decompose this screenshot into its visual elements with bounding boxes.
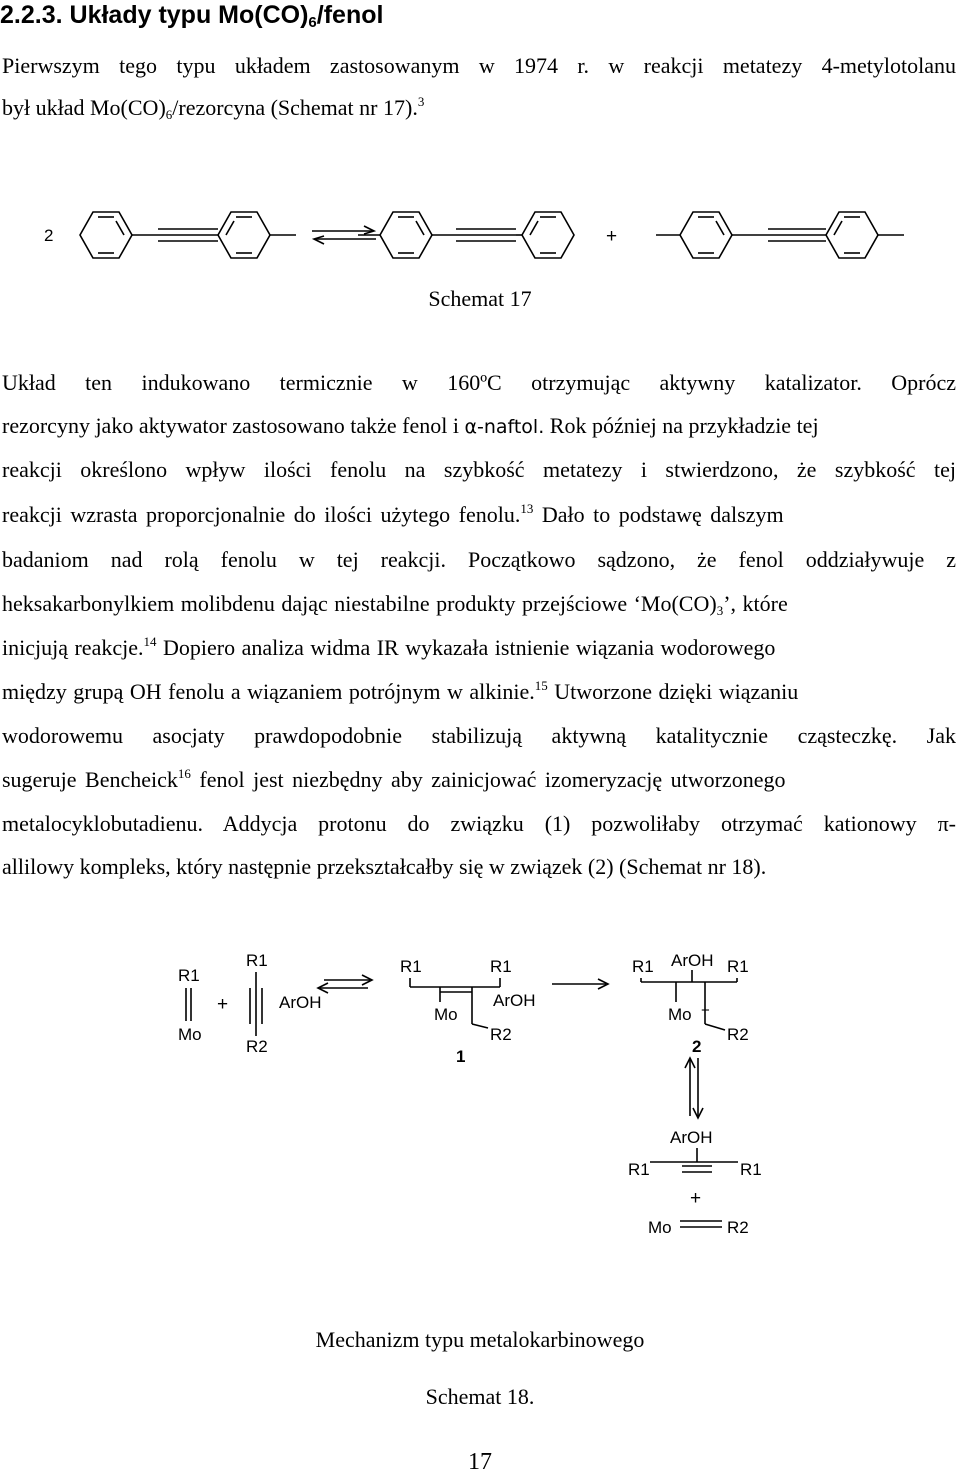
para-line-10 [2,765,956,795]
section-title-a: Układy typu Mo(CO) [69,1,309,29]
plus-sign: + [690,1188,702,1209]
scheme-18-diagram [0,940,960,1260]
para-6a: heksakarbonylkiem molibdenu dając niestabilne produkty przejściowe ‘Mo(CO) [2,591,717,616]
aroh-label: ArOH [493,991,536,1010]
para-line-3: reakcji określono wpływ ilości fenolu na szybkość metatezy i stwierdzono, że szybkość tej [2,457,956,482]
para-7a: inicjują reakcje. [2,635,144,660]
para-10b: fenol jest niezbędny aby zainicjować izomeryzację utworzonego [190,767,786,792]
para-line-8 [2,677,956,707]
para-7b: Dopiero analiza widma IR wykazała istnienie wiązania wodorowego [156,635,776,660]
r2-label: R2 [246,1037,268,1056]
para-6-sub: 3 [716,603,724,618]
footnote-ref-16: 16 [177,766,191,781]
compound-2-label: 2 [692,1037,702,1056]
scheme-18-caption: Schemat 18. [425,1384,535,1409]
minus-sign: − [701,1002,710,1019]
aroh-label: ArOH [279,993,322,1012]
intro-text-b: /rezorcyna (Schemat nr 17). [172,95,418,120]
section-title-b: /fenol [316,1,384,29]
para-8b: Utworzone dzięki wiązaniu [547,679,799,704]
r2-label: R2 [490,1025,512,1044]
para-8a: między grupą OH fenolu a wiązaniem potrójnym w alkinie. [2,679,535,704]
r1-label: R1 [632,957,654,976]
para-2b: α-naftol. [464,416,545,438]
section-title-sub: 6 [308,14,317,31]
para-10a: sugeruje Bencheick [2,767,178,792]
coefficient-label: 2 [44,226,54,245]
para-4a: reakcji wzrasta proporcjonalnie do ilości użytego fenolu. [2,502,521,527]
r1-label: R1 [628,1160,650,1179]
para-2c: Rok później na przykładzie tej [544,413,819,438]
r1-label: R1 [727,957,749,976]
benzene-ring [826,212,878,258]
para-line-12: allilowy kompleks, który następnie przekształcałby się w związek (2) (Schemat nr 18). [2,854,767,879]
scheme-17-diagram [0,195,960,275]
scheme-17-caption: Schemat 17 [428,286,532,311]
intro-line-1: Pierwszym tego typu układem zastosowanym w 1974 r. w reakcji metatezy 4-metylotolanu [2,53,956,78]
r2-label: R2 [727,1025,749,1044]
mo-label: Mo [178,1025,202,1044]
mo-label: Mo [668,1005,692,1024]
para-6b: ’, które [723,591,788,616]
intro-text-a: był układ Mo(CO) [2,95,166,120]
para-line-7 [2,633,956,663]
benzene-ring [80,212,132,258]
mo-label: Mo [648,1218,672,1237]
intro-line-2 [2,93,956,123]
benzene-ring [680,212,732,258]
page-number: 17 [468,1449,492,1475]
benzene-ring [380,212,432,258]
compound-1-label: 1 [456,1047,466,1066]
benzene-ring [218,212,270,258]
r1-label: R1 [246,951,268,970]
mechanism-caption: Mechanizm typu metalokarbinowego [315,1327,645,1352]
para-4b: Dało to podstawę dalszym [533,502,784,527]
r2-label: R2 [727,1218,749,1237]
section-number: 2.2.3. [0,1,63,29]
mo-label: Mo [434,1005,458,1024]
para-line-1: Układ ten indukowano termicznie w 160ºC otrzymując aktywny katalizator. Oprócz [2,370,956,395]
triple-bond [158,229,218,241]
para-line-4 [2,500,956,530]
para-line-2 [2,411,956,441]
r1-label: R1 [178,966,200,985]
triple-bond [768,229,826,241]
intro-sub: 6 [165,107,173,122]
aroh-label: ArOH [670,1128,713,1147]
footnote-ref-14: 14 [143,634,157,649]
r1-label: R1 [490,957,512,976]
para-line-9: wodorowemu asocjaty prawdopodobnie stabilizują aktywną katalitycznie cząsteczkę. Jak [2,723,956,748]
footnote-ref-13: 13 [520,501,534,516]
footnote-ref-15: 15 [534,678,548,693]
footnote-ref-3: 3 [417,94,425,109]
para-line-5: badaniom nad rolą fenolu w tej reakcji. Początkowo sądzono, że fenol oddziaływuje z [2,547,956,572]
para-line-11: metalocyklobutadienu. Addycja protonu do związku (1) pozwoliłaby otrzymać kationowy π- [2,811,956,836]
triple-bond [456,229,516,241]
plus-sign: + [217,994,229,1015]
plus-sign: + [606,226,618,247]
r1-label: R1 [400,957,422,976]
section-heading [0,0,383,38]
para-2a: rezorcyny jako aktywator zastosowano także fenol i [2,413,465,438]
para-line-6 [2,589,956,619]
benzene-ring [522,212,574,258]
r1-label: R1 [740,1160,762,1179]
aroh-label: ArOH [671,951,714,970]
